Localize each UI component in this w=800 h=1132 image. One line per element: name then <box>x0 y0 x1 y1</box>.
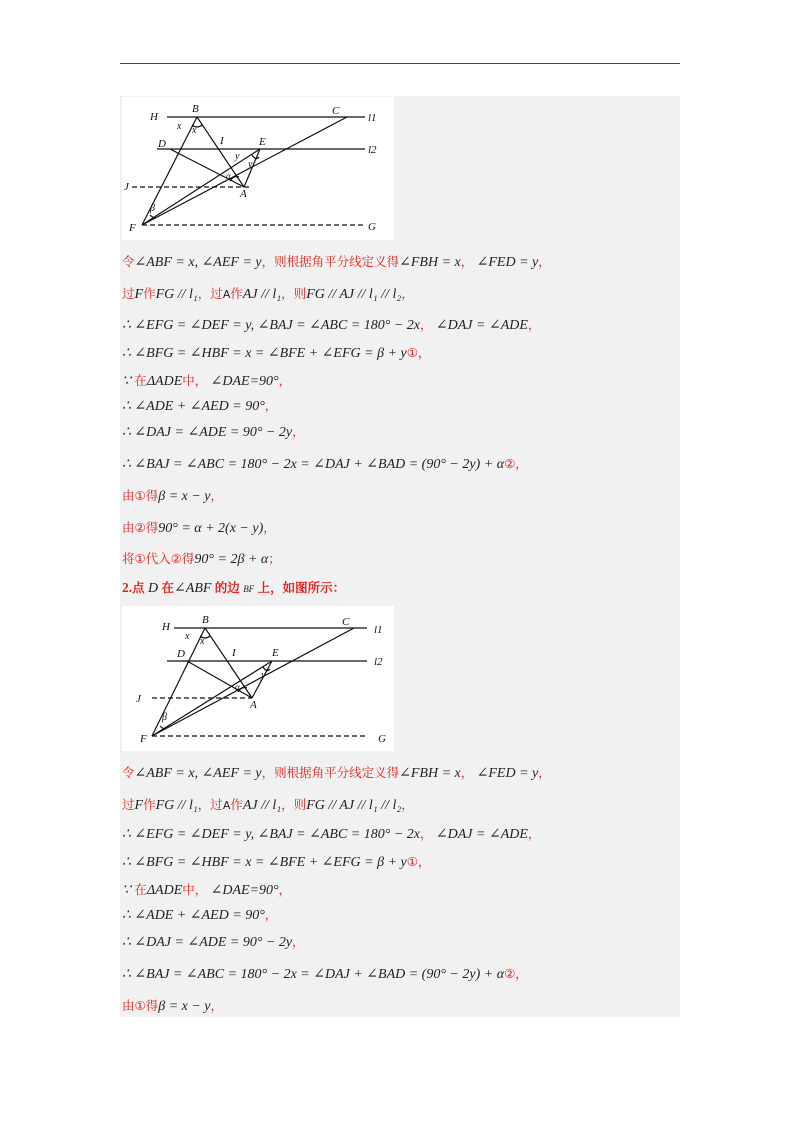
s2-line-4: ∴ ∠BFG = ∠HBF = x = ∠BFE + ∠EFG = β + y①， <box>122 854 431 870</box>
geometry-figure-1 <box>122 97 394 240</box>
label-beta: β <box>150 203 155 214</box>
label-alpha: α <box>235 682 240 692</box>
s1-line-5: ∵ 在ΔADE中， ∠DAE=90°， <box>122 373 292 389</box>
section-2-heading: 2.点 D 在∠ABF 的边 BF 上，如图所示： <box>122 580 346 596</box>
s2-line-7: ∴ ∠DAJ = ∠ADE = 90° − 2y， <box>122 934 305 950</box>
label-j: J <box>124 181 129 193</box>
label-b: B <box>192 103 199 115</box>
label-c: C <box>332 105 340 117</box>
label-g: G <box>368 221 376 233</box>
s1-line-2: 过F作FG // l₁，过A作AJ // l₁，则FG // AJ // l₁ // l₂， <box>122 286 414 302</box>
label-l2: l2 <box>368 144 377 156</box>
label-i: I <box>220 135 224 147</box>
s2-line-6: ∴ ∠ADE + ∠AED = 90°， <box>122 907 278 923</box>
label-g: G <box>378 733 386 745</box>
s1-line-1: 令∠ABF = x, ∠AEF = y，则根据角平分线定义得∠FBH = x， ∠FED = y， <box>122 254 551 270</box>
s2-line-5: ∵ 在ΔADE中， ∠DAE=90°， <box>122 882 292 898</box>
geometry-figure-2 <box>122 606 394 751</box>
s1-line-10: 由②得90° = α + 2(x − y)， <box>122 520 276 536</box>
s1-line-6: ∴ ∠ADE + ∠AED = 90°， <box>122 398 278 414</box>
label-y2: y <box>248 159 253 170</box>
s2-line-3: ∴ ∠EFG = ∠DEF = y, ∠BAJ = ∠ABC = 180° − 2x， ∠DAJ = ∠ADE， <box>122 826 541 842</box>
s2-line-2: 过F作FG // l₁，过A作AJ // l₁，则FG // AJ // l₁ // l₂， <box>122 797 414 813</box>
s1-line-4: ∴ ∠BFG = ∠HBF = x = ∠BFE + ∠EFG = β + y①， <box>122 345 431 361</box>
label-l1: l1 <box>368 112 377 124</box>
s1-line-3: ∴ ∠EFG = ∠DEF = y, ∠BAJ = ∠ABC = 180° − 2x， ∠DAJ = ∠ADE， <box>122 317 541 333</box>
label-d: D <box>177 648 185 660</box>
label-f: F <box>129 222 136 234</box>
label-x1: x <box>177 121 182 132</box>
seg-da <box>170 149 244 187</box>
label-x1: x <box>185 631 190 642</box>
seg-fc <box>152 628 354 736</box>
label-e: E <box>259 136 266 148</box>
label-y1: y <box>235 151 240 162</box>
label-e: E <box>272 647 279 659</box>
angle-arc-e <box>252 155 259 159</box>
header-rule <box>120 63 680 64</box>
label-h: H <box>162 621 170 633</box>
label-d: D <box>158 138 166 150</box>
seg-fc <box>142 117 347 225</box>
label-b: B <box>202 614 209 626</box>
label-j: J <box>136 693 141 705</box>
s1-line-7: ∴ ∠DAJ = ∠ADE = 90° − 2y， <box>122 424 305 440</box>
label-beta: β <box>162 712 167 723</box>
s1-line-9: 由①得β = x − y， <box>122 488 224 504</box>
label-i: I <box>232 647 236 659</box>
label-a: A <box>240 188 247 200</box>
s1-line-8: ∴ ∠BAJ = ∠ABC = 180° − 2x = ∠DAJ + ∠BAD = (90° − 2y) + α②， <box>122 456 528 472</box>
label-y1: y <box>261 670 266 681</box>
label-c: C <box>342 616 350 628</box>
label-l2: l2 <box>374 656 383 668</box>
label-alpha: α <box>226 171 231 181</box>
label-f: F <box>140 733 147 745</box>
label-h: H <box>150 111 158 123</box>
s2-line-1: 令∠ABF = x, ∠AEF = y，则根据角平分线定义得∠FBH = x， ∠FED = y， <box>122 765 551 781</box>
label-a: A <box>250 699 257 711</box>
label-x2: x <box>200 636 205 647</box>
label-x2: x <box>192 125 197 136</box>
s1-line-11: 将①代入②得90° = 2β + α； <box>122 551 281 567</box>
label-l1: l1 <box>374 624 383 636</box>
s2-line-8: ∴ ∠BAJ = ∠ABC = 180° − 2x = ∠DAJ + ∠BAD = (90° − 2y) + α②， <box>122 966 528 982</box>
s2-line-9: 由①得β = x − y， <box>122 998 224 1014</box>
